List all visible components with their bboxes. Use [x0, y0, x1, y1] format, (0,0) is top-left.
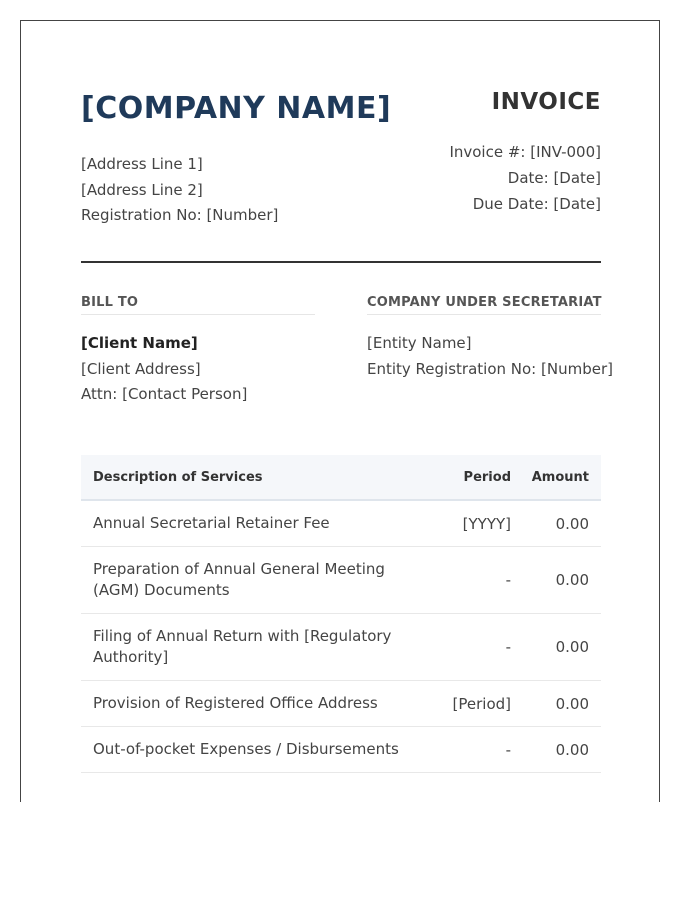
secretariat-section [367, 295, 613, 382]
row-period: - [505, 740, 511, 759]
entity-registration: Entity Registration No: [Number] [367, 359, 613, 378]
row-description: Filing of Annual Return with [Regulatory Authority] [93, 627, 392, 666]
client-address: [Client Address] [81, 359, 201, 378]
header-amount: Amount [531, 469, 589, 485]
bill-to-section [81, 295, 315, 408]
bill-to-details [81, 331, 315, 408]
table-row [81, 501, 601, 547]
row-amount: 0.00 [555, 740, 589, 759]
company-address-line-2: [Address Line 2] [81, 180, 203, 199]
row-description: Out-of-pocket Expenses / Disbursements [93, 740, 399, 758]
header-period: Period [463, 469, 511, 485]
client-contact: Attn: [Contact Person] [81, 385, 248, 403]
entity-name: [Entity Name] [367, 334, 472, 352]
invoice-page [20, 20, 660, 802]
invoice-meta [449, 139, 601, 217]
invoice-date: Date: [Date] [507, 169, 601, 187]
table-row [81, 681, 601, 727]
row-period: [YYYY] [462, 514, 511, 533]
secretariat-details [367, 331, 613, 382]
table-row [81, 547, 601, 614]
invoice-due-date: Due Date: [Date] [472, 195, 601, 213]
secretariat-heading: COMPANY UNDER SECRETARIAT [367, 295, 601, 315]
table-header [81, 455, 601, 501]
company-registration: Registration No: [Number] [81, 206, 279, 224]
company-name: [COMPANY NAME] [81, 91, 392, 126]
row-description: Annual Secretarial Retainer Fee [93, 514, 330, 532]
company-details [81, 152, 278, 229]
company-address-line-1: [Address Line 1] [81, 155, 203, 173]
invoice-number: Invoice #: [INV-000] [449, 143, 601, 161]
row-amount: 0.00 [555, 571, 589, 589]
row-period: [Period] [452, 694, 511, 713]
row-description: Provision of Registered Office Address [93, 694, 378, 712]
invoice-title: INVOICE [491, 89, 601, 115]
header-divider [81, 261, 601, 263]
row-amount: 0.00 [555, 514, 589, 533]
row-description: Preparation of Annual General Meeting (AGM) Documents [93, 560, 385, 599]
table-row [81, 727, 601, 773]
row-amount: 0.00 [555, 638, 589, 656]
client-name: [Client Name] [81, 334, 198, 352]
table-row [81, 614, 601, 681]
row-period: - [505, 638, 511, 656]
services-table [81, 455, 601, 773]
row-period: - [505, 571, 511, 589]
header-description: Description of Services [93, 469, 263, 485]
row-amount: 0.00 [555, 694, 589, 713]
bill-to-heading: BILL TO [81, 295, 315, 315]
